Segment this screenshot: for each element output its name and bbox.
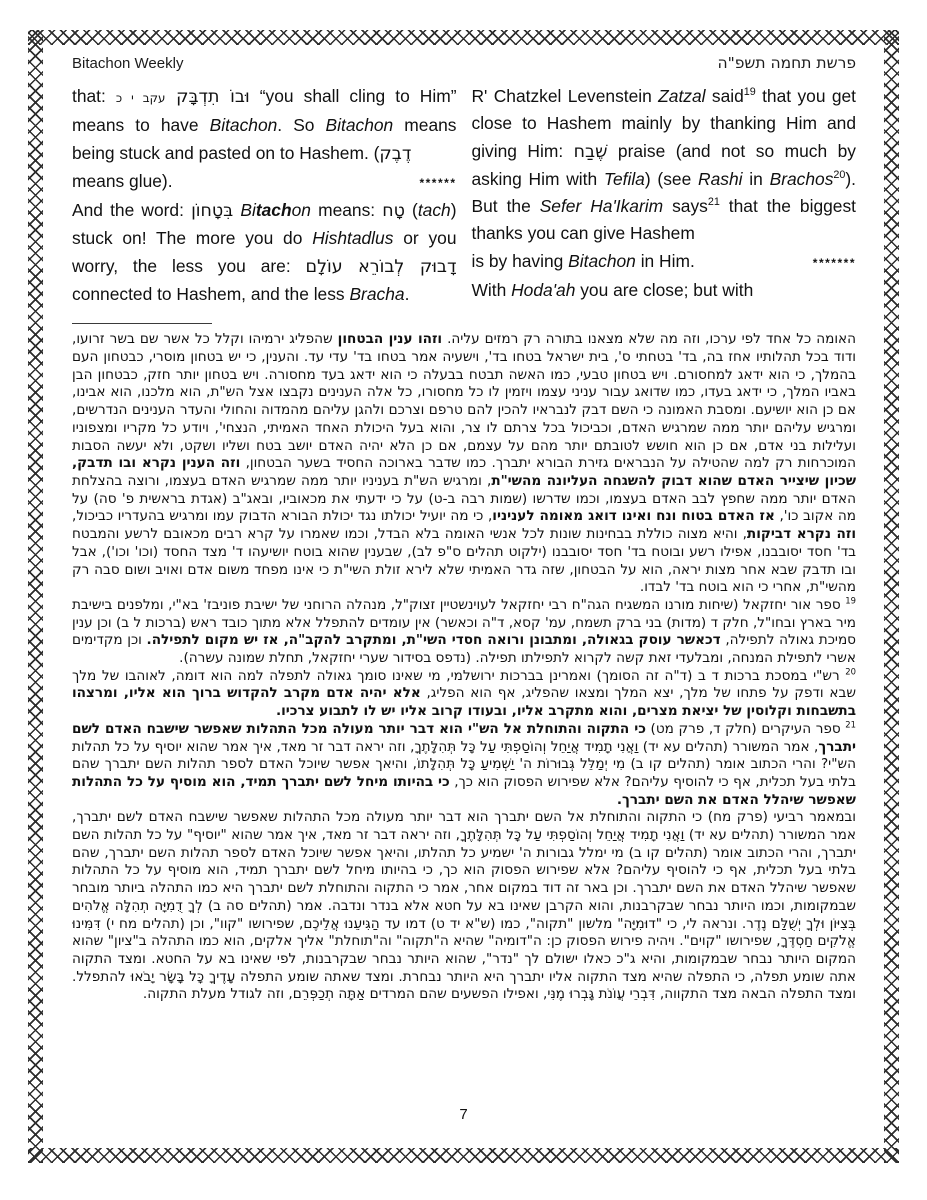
decorative-border-bottom	[28, 1148, 899, 1163]
footnotes-section	[72, 331, 856, 1004]
paragraph-ending-text: is by having Bitachon in Him.	[471, 250, 695, 271]
body-columns	[72, 83, 856, 308]
footnote-paragraph: $^{21}$ ספר העיקרים (חלק ד, פרק מט) כי התקוה והתוחלת אל הש"י הוא דבר יותר מעולה מכל התהלות שאפשר שישבח האדם לשם יתברך, אמר המשורר (תהלים עא יד) וַאֲנִי תָמִיד אֲיַחֵל וְהוֹסַפְתִּי עַל כָּל תְּהִלָּתֶךָ, וזה יראה דבר זר מאד, איך אמר שהוא יוסיף על כל תהלות הש"י? והרי הכתוב אומר (תהלים קו ב) מִי יְמַלֵּל גְּבוּרוֹת ה' יַשְׁמִיעַ כָּל תְּהִלָּתוֹ, והיאך אפשר שיוכל האדם לספר תהלות השם יתברך שהם בלתי בעל תכלית, אף כי להוסיף עליהם? אלא שפירוש הפסוק הוא כך, כי בהיותו מיחל לשם יתברך תמיד, הוא מוסיף על כל התהלות שאפשר שיהלל האדם את השם יתברך.	[72, 719, 856, 808]
footnote-paragraph: ובמאמר רביעי (פרק מח) כי התקוה והתוחלת אל השם יתברך הוא דבר יותר מעולה מכל התהלות שאפשר שישבח האדם לשם יתברך, אמר המשורר (תהלים עא יד) וַאֲנִי תָמִיד אֲיַחֵל וְהוֹסַפְתִּי עַל כָּל תְּהִלָּתֶךָ, וזה יראה דבר זר מאד, איך אמר שהוא "יוסיף" על כל תהלות השם יתברך, והרי הכתוב אומר (תהלים קו ב) מי ימלל גבורות ה' ישמיע כל תהלתו, והיאך אפשר שיוכל האדם לספר תהלות השם יתברך, שהם בלתי בעל תכלית, אף כי להוסיף עליהם? אלא שפירוש הפסוק הוא כך, כי בהיותו מיחל לשם יתברך תמיד, הוא מוסיף על כל התהלות שאפשר שיהלל האדם את השם יתברך. וכן באר זה דוד במקום אחר, אמר כי התקוה והתוחלת לשם יתברך היא כמו התהלה ביותר מובחר שבמקומות, וכמו היותר נבחר שבקרבנות, והוא הקרבן שאינו בא על חטא אלא בנדר ונדבה. אמר (תהלים סה ב) לְךָ דֻמִיָּה תְהִלָּה אֱלֹהִים בְּצִיּוֹן וּלְךָ יְשֻׁלַּם נֶדֶר. ונראה לי, כי "דוּמִיָּה" מלשון "תקוה", כמו (ש"א יד ט) דמו עד הַגִּיעֵנוּ אֲלֵיכֶם, שפירושו "קוו", וכן (תהלים מח י) דִּמִּינוּ אֱלֹקִים חַסְדֶּךָ, שפירושו "קוים". ויהיה פירוש הפסוק כן: ה"דומיה" שהיא ה"תקוה" וה"תוחלת" אליך אלקים, הוא כמו התהלה ב"ציון" שהוא המקום היותר נבחר שבמקומות, והיא ג"כ כאלו ישולם לך "נדר", שהוא היותר נבחר שבקרבנות, לפי שאינו בא על החטא. ומצד התקוה אתה שומע תפלה, כי התפלה שהיא מצד התקוה אליו יתברך היא היותר נבחרת. ומצד שאתה שומע התפלה עָדֶיךָ כָּל בָּשָׂר יָבֹאוּ להתפלל. ומצד התפלה הבאה מצד התקווה, דִּבְרֵי עֲוֹנֹת גָּבְרוּ מֶנִּי, ואפילו הפשעים שהם המרדים אַתָּה תְכַפְּרֵם, וזה לגודל מעלת התקוה.	[72, 809, 856, 1003]
footnote-separator	[72, 323, 212, 324]
paragraph-end-line	[472, 248, 857, 277]
body-paragraph: And the word: בִּטָחוֹן Bitachon means: טָח (tach) stuck on! The more you do Hishtadlus or you worry, the less you are: דָבוּק לְבוֹרֵא עוֹלָם connected to Hashem, and the less Bracha.	[72, 200, 457, 305]
page-number: 7	[459, 1106, 468, 1123]
body-paragraph: R' Chatzkel Levenstein Zatzal said$^{19}$ that you get close to Hashem mainly by thanking Him and giving Him: שֶׁבַח praise (and not so much by asking Him with Tefila) (see Rashi in Brachos$^{20}$). But the Sefer Ha'Ikarim says$^{21}$ that the biggest thanks you can give Hashem	[471, 86, 857, 244]
decorative-border-top	[28, 30, 899, 45]
section-divider-stars: *******	[812, 255, 856, 270]
paragraph-end-line	[72, 168, 457, 197]
footnote-paragraph: $^{20}$ רש"י במסכת ברכות ד ב (ד"ה זה הסומך) ואמרינן בברכות ירושלמי, מי שאינו סומך גאולה לתפלה למה הוא דומה, לאוהבו של מלך שבא ודפק על פתחו של מלך, יצא המלך ומצאו שהפליג, אף הוא הפליג, אלא יהיה אדם מקרב להקדוש ברוך הוא אליו, ומרצהו בתשבחות וקלוסין של יציאת מצרים, והוא מתקרב אליו, ובעודו קרוב אליו יש לו לתבוע צרכיו.	[72, 666, 856, 720]
page-content	[72, 54, 856, 1004]
paragraph-ending-text: means glue).	[72, 170, 173, 191]
section-divider-stars: ******	[419, 175, 457, 190]
page-header	[72, 54, 856, 72]
body-paragraph: that: וּבוֹ תִדְבָּק עקב י כ “you shall cling to Him” means to have Bitachon. So Bitachon means being stuck and pasted on to Hashem. (דֶבֶק	[72, 86, 457, 164]
right-column	[472, 83, 857, 308]
decorative-border-left	[28, 30, 43, 1163]
parsha-date-title: פרשת תחמה תשפ"ה	[717, 54, 856, 72]
newsletter-title: Bitachon Weekly	[72, 55, 184, 72]
decorative-border-right	[884, 30, 899, 1163]
left-column	[72, 83, 457, 308]
footnote-paragraph: $^{19}$ ספר אור יחזקאל (שיחות מורנו המשגיח הגה"ח רבי יחזקאל לעוינשטיין זצוק"ל, מנהלה הרוחני של ישיבת פוניבז' בא"י, ומלפנים בישיבת מיר בארץ ובחו"ל, חלק ד (מדות) בני ברק תשמח, עמ' קסא, ד"ה וכאשר) אין עומדים להתפלל אלא מתוך כובד ראש (ברכות ל ב) וכן ענין סמיכת גאולה לתפילה, דכאשר עוסק בגאולה, ומתבונן ורואה חסדי השי"ת, ומתקרב להקב"ה, אז יש מקום לתפילה. וכן מקדימים אשרי לתפילת המנחה, ומבלעדי זאת קשה לקרוא לתפילתו תפילה. (נדפס בסידור שערי יחזקאל, תחלת שמונה עשרה).	[72, 595, 856, 667]
body-paragraph: With Hoda'ah you are close; but with	[471, 280, 754, 301]
footnote-paragraph: האומה כל אחד לפי ערכו, וזה מה שלא מצאנו בתורה רק רמזים עליה. וזהו ענין הבטחון שהפליג ירמיהו וקלל כל אשר שם בשר זרועו, ודוד בכל תהלותיו אחז בה, בד' בטחתי ס', בית ישראל בטחו בד', וישעיה אמר בטחו בד' עדי עד. והענין, כי יש בטחון מוסרי, כבטחון העם בהמלך, כי הוא ידאג למחסורם. ויש בטחון טבעי, כמו האשה תבטח בבעלה כי הוא ידאג בעד מחסורה. ויש בטחון יותר חזק, כבטחון הבן באביו המלך, כי ידאג בעדו, כמו שדואג עבור עניני עצמו ויזמין לו כל מחסורו, כל אלה הענינים נקבצו אצל הש"ת, הוא מלכנו, הוא אבינו, אם כן הוא יושיעם. ומסבת האמונה כי השם דבק לנבראיו להכין להם טרפם וצרכם ולהגן עליהם מהמדוה והחולי והעדר הענינים הנדרשים, ומרגיש עליהם יותר ממה שמרגיש האדם, וכביכול בכל צרתם לו צר, והוא בעל היכולת האחד האמיתי, הנצחי', ויודע כל מקריו ומצפוניו ועלילות בני אדם, אם כן הוא חושש לטובתם יותר מהם על עצמם, אם כן הלא יהיה האדם יושב בטח ושליו ושקט, ולא יעשה הסבות המוכרחות רק למה שהטילה על הנבראים גזירת הבורא יתברך. כמו שדבר בארוכה החסיד בשער הבטחון, וזה הענין נקרא ובו תדבק, שכיון שיצייר האדם שהוא דבוק להשגחה העליונה מהשי"ת, ומרגיש הש"ת בעניניו יותר ממה שמרגיש האדם בעצמו, ורוצה בהצלחת האדם יותר ממה שחפץ לבב האדם בעצמו, וכמו שדרשו (שמות רבה ב-ט) על כי ידעתי את מכאוביו, ובאג"ב (אגדת בראשית פ' סה) על מה אקוב כו', אז האדם בטוח ונח ואינו דואג מאומה לעניניו, כי מה יועיל יכולתו נגד יכולת הבורא הדבוק עמו ומרגיש בהעדריו כביכול, וזה נקרא דביקות, והיא מצוה כוללת בבחינות שונות לכל אנשי האומה בלא הבדל, וכמו שאמרו על קרא רבים מכאובם לרשע והמבטח בד' חסד יסובבנו, אפילו רשע ובוטח בד' חסד יסובבנו (ילקוט תהלים ס"פ לב), שבענין שהוא בוטח יושיעהו ד' מצד החסד (וכו' וכו'), אבל ובו תדבק שבא אחר מצות יראה, הוא על הבטחון, שזה גדר האמיתי שלא לירא זולת השי"ת כי אינו מפחד משום אדם ואויב ושום סבה רק מהשי"ת, אחרי כי הוא בוטח בד' לבדו.	[72, 331, 856, 596]
